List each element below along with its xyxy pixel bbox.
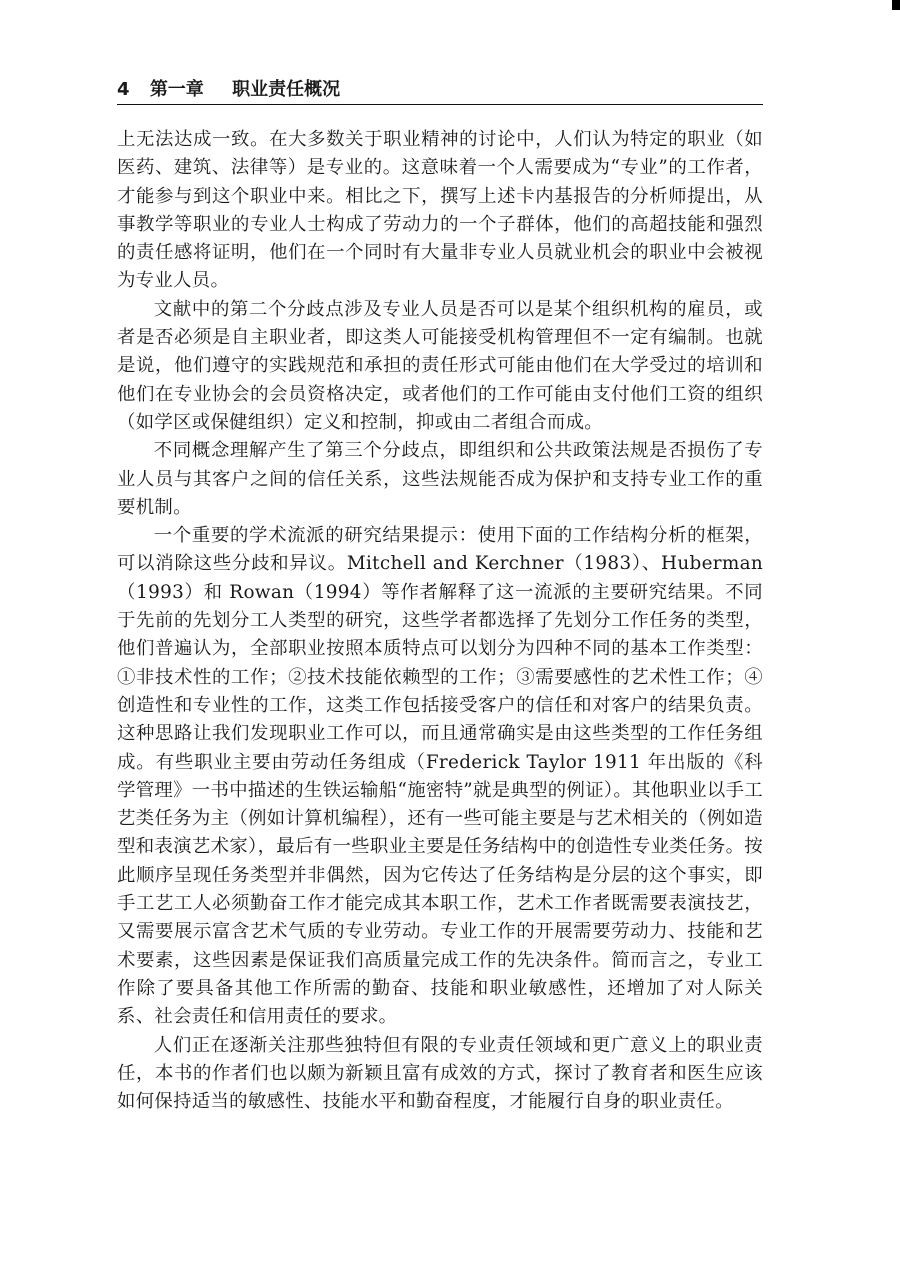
paragraph: 一个重要的学术流派的研究结果提示：使用下面的工作结构分析的框架，可以消除这些分歧和异议。Mitchell and Kerchner（1983）、Huberman（1993）和 Rowan（1994）等作者解释了这一流派的主要研究结果。不同于先前的先划分工人类型的研究，这些学者都选择了先划分工作任务的类型，他们普遍认为，全部职业按照本质特点可以划分为四种不同的基本工作类型：①非技术性的工作；②技术技能依赖型的工作；③需要感性的艺术性工作；④创造性和专业性的工作，这类工作包括接受客户的信任和对客户的结果负责。这种思路让我们发现职业工作可以，而且通常确实是由这些类型的工作任务组成。有些职业主要由劳动任务组成（Frederick Taylor 1911 年出版的《科学管理》一书中描述的生铁运输船“施密特”就是典型的例证）。其他职业以手工艺类任务为主（例如计算机编程），还有一些可能主要是与艺术相关的（例如造型和表演艺术家），最后有一些职业主要是任务结构中的创造性专业类任务。按此顺序呈现任务类型并非偶然，因为它传达了任务结构是分层的这个事实，即手工艺工人必须勤奋工作才能完成其本职工作，艺术工作者既需要表演技艺，又需要展示富含艺术气质的专业劳动。专业工作的开展需要劳动力、技能和艺术要素，这些因素是保证我们高质量完成工作的先决条件。简而言之，专业工作除了要具备其他工作所需的勤奋、技能和职业敏感性，还增加了对人际关系、社会责任和信用责任的要求。 (117, 525, 763, 1028)
body-text (117, 126, 763, 1116)
paragraph: 不同概念理解产生了第三个分歧点，即组织和公共政策法规是否损伤了专业人员与其客户之间的信任关系，这些法规能否成为保护和支持专业工作的重要机制。 (117, 440, 763, 518)
chapter-label: 第一章 (149, 79, 204, 100)
page-corner-mark (892, 0, 900, 10)
page-number: 4 (117, 79, 130, 100)
paragraph: 文献中的第二个分歧点涉及专业人员是否可以是某个组织机构的雇员，或者是否必须是自主职业者，即这类人可能接受机构管理但不一定有编制。也就是说，他们遵守的实践规范和承担的责任形式可能由他们在大学受过的培训和他们在专业协会的会员资格决定，或者他们的工作可能由支付他们工资的组织（如学区或保健组织）定义和控制，抑或由二者组合而成。 (117, 298, 763, 433)
chapter-title: 职业责任概况 (232, 79, 341, 100)
running-header (117, 76, 763, 104)
paragraph-continued: 上无法达成一致。在大多数关于职业精神的讨论中，人们认为特定的职业（如医药、建筑、法律等）是专业的。这意味着一个人需要成为“专业”的工作者，才能参与到这个职业中来。相比之下，撰写上述卡内基报告的分析师提出，从事教学等职业的专业人士构成了劳动力的一个子群体，他们的高超技能和强烈的责任感将证明，他们在一个同时有大量非专业人员就业机会的职业中会被视为专业人员。 (117, 129, 763, 292)
header-rule (117, 104, 763, 105)
paragraph: 人们正在逐渐关注那些独特但有限的专业责任领域和更广意义上的职业责任，本书的作者们也以颇为新颖且富有成效的方式，探讨了教育者和医生应该如何保持适当的敏感性、技能水平和勤奋程度，才能履行自身的职业责任。 (117, 1034, 763, 1113)
